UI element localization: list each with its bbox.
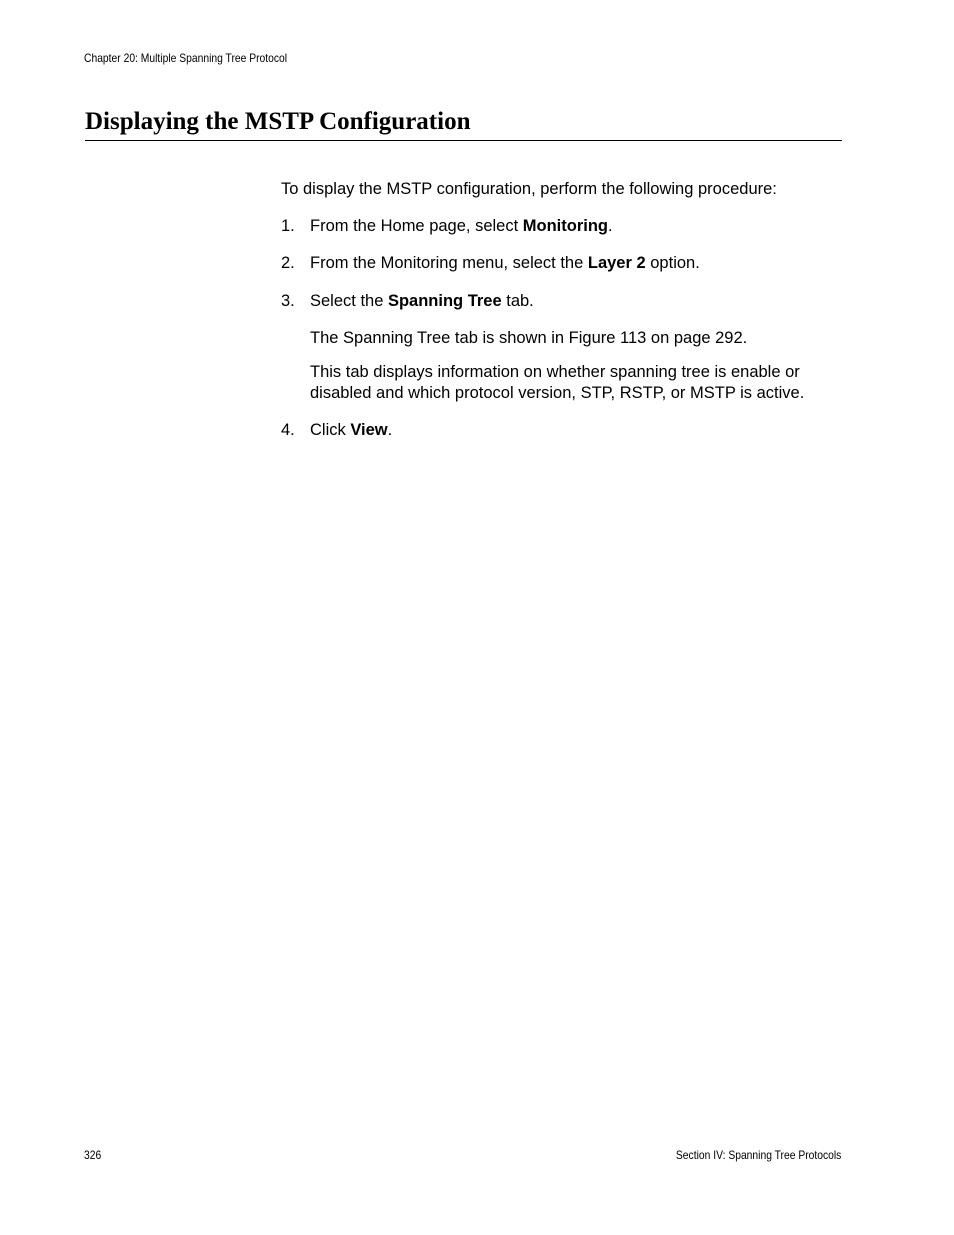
running-footer: Section IV: Spanning Tree Protocols <box>675 1148 841 1162</box>
page-number: 326 <box>84 1148 102 1162</box>
step-text: From the Home page, select Monitoring. <box>310 217 613 235</box>
ui-term-spanning-tree: Spanning Tree <box>387 292 502 310</box>
step-number: 1. <box>281 217 295 235</box>
intro-paragraph: To display the MSTP configuration, perform the following procedure: <box>281 180 777 198</box>
step-text: Select the Spanning Tree tab. <box>310 292 534 310</box>
step-number: 4. <box>281 421 295 439</box>
step-note: This tab displays information on whether spanning tree is enable or disabled and which protocol version, STP, RSTP, or MSTP is active. <box>310 363 805 402</box>
ui-term-view: View <box>350 421 388 439</box>
step-note: The Spanning Tree tab is shown in Figure 113 on page 292. <box>310 329 748 347</box>
step-text: Click View. <box>310 421 393 439</box>
step-number: 3. <box>281 292 295 310</box>
running-header: Chapter 20: Multiple Spanning Tree Protocol <box>84 51 288 65</box>
ui-term-monitoring: Monitoring <box>522 217 608 235</box>
ui-term-layer-2: Layer 2 <box>587 254 646 272</box>
step-text: From the Monitoring menu, select the Layer 2 option. <box>310 254 700 272</box>
section-title: Displaying the MSTP Configuration <box>85 108 471 135</box>
title-rule <box>85 140 842 141</box>
step-number: 2. <box>281 254 295 272</box>
